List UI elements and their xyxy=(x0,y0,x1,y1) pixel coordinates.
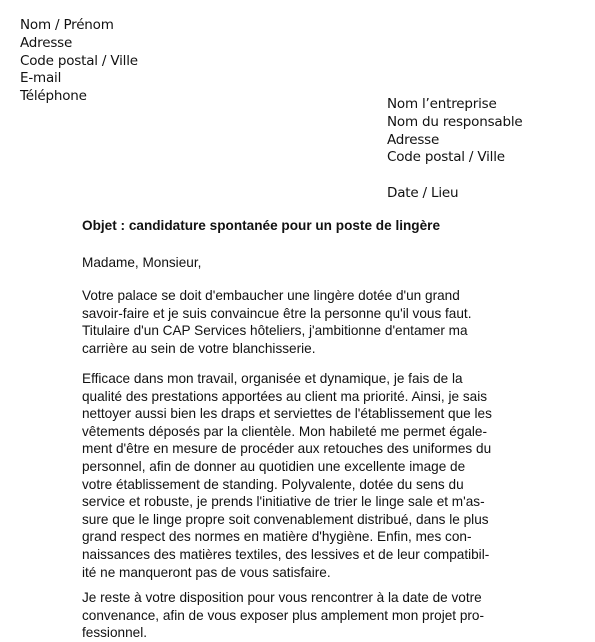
paragraph-line: Je reste à votre disposition pour vous rencontrer à la date de votre xyxy=(82,590,482,605)
sender-postal-city: Code postal / Ville xyxy=(20,52,138,69)
paragraph-line: ité ne manqueront pas de vous satisfaire. xyxy=(82,564,331,580)
sender-email: E-mail xyxy=(20,70,62,87)
recipient-block xyxy=(387,96,523,167)
paragraph-closing xyxy=(82,589,522,642)
paragraph-line: Votre palace se doit d'embaucher une lingère dotée d'un grand xyxy=(82,288,460,303)
paragraph-line: vêtements déposés par la clientèle. Mon habileté me permet égale- xyxy=(82,423,488,439)
paragraph-line: fessionnel. xyxy=(82,625,147,641)
paragraph-intro xyxy=(82,287,522,357)
paragraph-line: sure que le linge propre soit convenablement distribué, dans le plus xyxy=(82,511,489,527)
date-place xyxy=(387,185,458,203)
paragraph-line: convenance, afin de vous exposer plus amplement mon projet pro- xyxy=(82,607,484,623)
salutation xyxy=(82,254,522,272)
paragraph-line: personnel, afin de donner au quotidien une excellente image de xyxy=(82,458,466,474)
paragraph-line: votre établissement de standing. Polyvalente, dotée du sens du xyxy=(82,476,464,492)
salutation-text: Madame, Monsieur, xyxy=(82,255,202,270)
recipient-address: Adresse xyxy=(387,131,440,148)
paragraph-line: qualité des prestations apportées au client ma priorité. Ainsi, je sais xyxy=(82,388,488,404)
paragraph-line: savoir-faire et je suis convaincue être la personne qu'il vous faut. xyxy=(82,305,472,321)
paragraph-line: service et robuste, je prends l'initiative de trier le linge sale et m'as- xyxy=(82,494,485,510)
sender-phone: Téléphone xyxy=(20,88,87,105)
paragraph-line: nettoyer aussi bien les draps et serviettes de l'établissement que les xyxy=(82,406,492,422)
letter-subject: Objet : candidature spontanée pour un poste de lingère xyxy=(82,218,441,233)
date-place-text: Date / Lieu xyxy=(387,185,459,201)
paragraph-line: Efficace dans mon travail, organisée et dynamique, je fais de la xyxy=(82,371,463,386)
sender-name: Nom / Prénom xyxy=(20,17,114,33)
paragraph-skills xyxy=(82,370,522,581)
paragraph-line: carrière au sein de votre blanchisserie. xyxy=(82,340,316,356)
paragraph-line: Titulaire d'un CAP Services hôteliers, j'ambitionne d'entamer ma xyxy=(82,323,468,339)
recipient-company: Nom l’entreprise xyxy=(387,96,497,112)
paragraph-line: ment d'être en mesure de procéder aux retouches des uniformes du xyxy=(82,441,492,457)
sender-block xyxy=(20,17,138,106)
sender-address: Adresse xyxy=(20,34,73,51)
recipient-manager: Nom du responsable xyxy=(387,113,523,130)
paragraph-line: naissances des matières textiles, des lessives et de leur compatibil- xyxy=(82,546,490,562)
recipient-postal-city: Code postal / Ville xyxy=(387,149,505,166)
paragraph-line: grand respect des normes en matière d'hygiène. Enfin, mes con- xyxy=(82,529,472,545)
